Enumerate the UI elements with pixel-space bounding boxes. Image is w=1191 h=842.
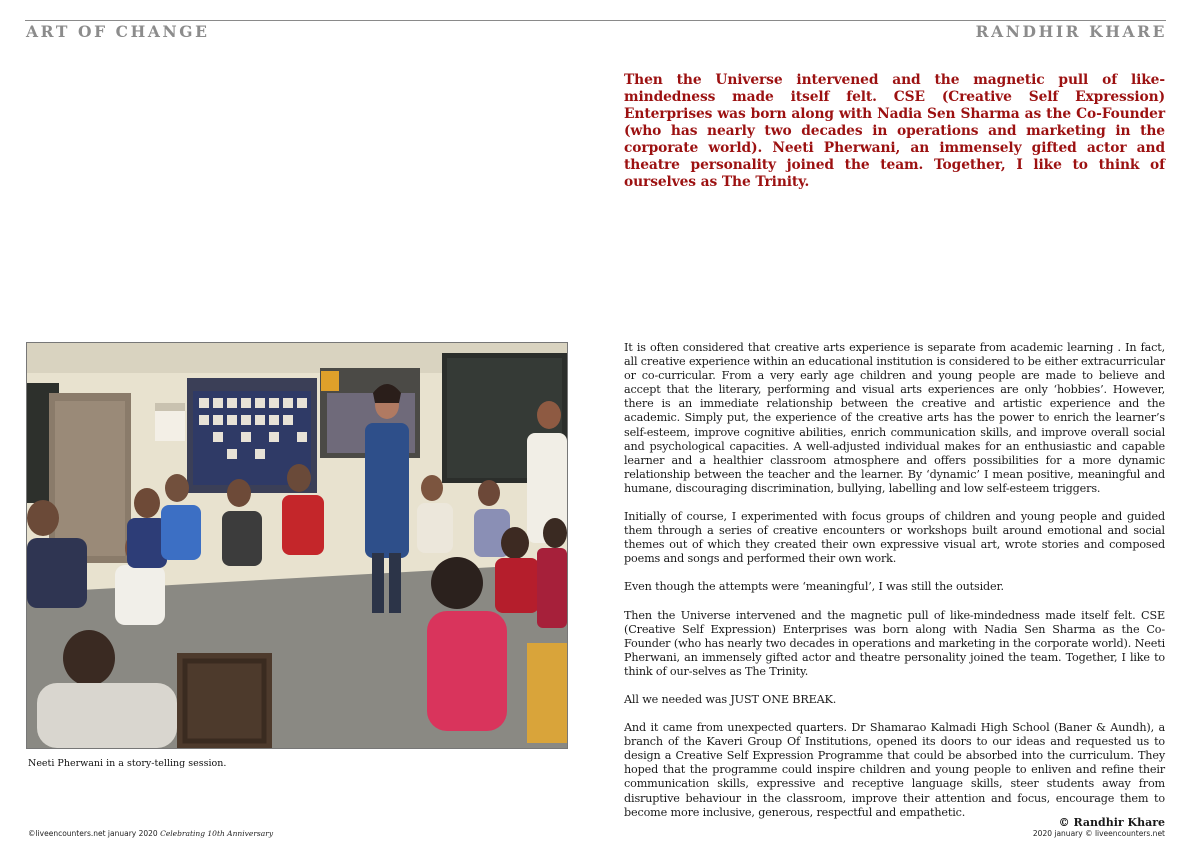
article-body — [624, 341, 1165, 834]
pull-quote: Then the Universe intervened and the magnetic pull of like-mindedness made itself felt. CSE (Creative Self Expression) Enterprises was born along with Nadia Sen Sharma as the Co-Founder (who has nearly two decades in operations and marketing in the corporate world). Neeti Pherwani, an immensely gifted actor and theatre personality joined the team. Together, I like to think of ourselves as The Trinity. — [624, 72, 1165, 190]
paragraph-6: And it came from unexpected quarters. Dr Shamarao Kalmadi High School (Baner & Aundh), a branch of the Kaveri Group Of Institutions, opened its doors to our ideas and requested us to design a Creative Self Expression Programme that could be absorbed into the curriculum. They hoped that the programme could inspire children and young people to enliven and refine their communication skills, expressive and receptive language skills, steer students away from disruptive behaviour in the classroom, improve their attention and focus, encourage them to become more inclusive, generous, respectful and empathetic. — [624, 721, 1165, 819]
paragraph-4: Then the Universe intervened and the magnetic pull of like-mindedness made itself felt. CSE (Creative Self Expression) Enterprises was born along with Nadia Sen Sharma as the Co-Founder (who has nearly two decades in operations and marketing in the corporate world). Neeti Pherwani, an immensely gifted actor and theatre personality joined the team. Together, I like to think of our-selves as The Trinity. — [624, 608, 1165, 678]
footer-left-text: ©liveencounters.net january 2020 — [28, 829, 158, 838]
paragraph-3: Even though the attempts were ‘meaningful’, I was still the outsider. — [624, 580, 1004, 594]
paragraph-1: It is often considered that creative arts experience is separate from academic learning . In fact, all creative experience within an educational institution is considered to be either extracurricular or co-curricular. From a very early age children and young people are made to believe and accept that the literary, performing and visual arts experiences are only ‘hobbies’. However, there is an immediate relationship between the creative and artistic experience and the academic. Simply put, the experience of the creative arts has the power to enrich the learner’s self-esteem, improve cognitive abilities, enrich communication skills, and improve overall social and psychological capacities. A well-adjusted individual makes for an enthusiastic and capable learner and a healthier classroom atmosphere and offers possibilities for a more dynamic relationship between the teacher and the learner. By ‘dynamic’ I mean positive, meaningful and humane, discouraging discrimination, bullying, labelling and low self-esteem triggers. — [624, 341, 1165, 495]
classroom-photo — [26, 342, 568, 749]
paragraph-2: Initially of course, I experimented with focus groups of children and young people and guided them through a series of creative encounters or workshops built around emotional and social themes out of which they created their own expressive visual art, wrote stories and composed poems and songs and performed their own work. — [624, 510, 1165, 566]
paragraph-5: All we needed was JUST ONE BREAK. — [624, 692, 837, 706]
footer-right: 2020 january © liveencounters.net — [1032, 829, 1165, 838]
section-title: ART OF CHANGE — [26, 22, 210, 41]
footer-left — [28, 829, 273, 838]
author-signature: © Randhir Khare — [1058, 816, 1165, 829]
photo-caption: Neeti Pherwani in a story-telling session. — [28, 758, 227, 769]
author-title: RANDHIR KHARE — [975, 22, 1167, 41]
footer-left-italic: Celebrating 10th Anniversary — [160, 829, 274, 838]
header-rule — [25, 20, 1166, 21]
